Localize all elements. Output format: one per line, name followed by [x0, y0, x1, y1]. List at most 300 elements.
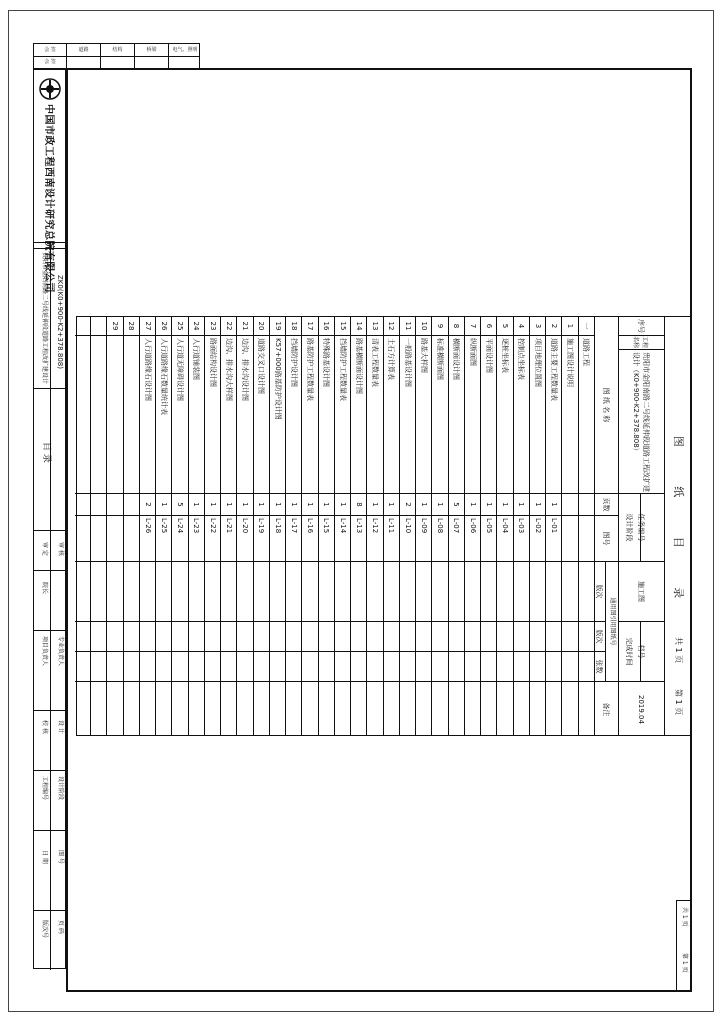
- cell-empty: [91, 561, 106, 621]
- cell-no: L-06: [465, 515, 480, 561]
- cell-seq: 26: [159, 321, 168, 331]
- cell-name: 项目地理位置图: [530, 335, 545, 493]
- drawing-list-title: 图 纸 目 录: [672, 435, 685, 617]
- label-project-lead: 项目负责人: [41, 636, 48, 667]
- cell-empty: [530, 561, 545, 621]
- cell-empty: [514, 561, 529, 621]
- cell-seq: 4: [517, 323, 526, 329]
- cell-pages: 1: [465, 493, 480, 515]
- header-finish-label: 完成时间: [619, 621, 641, 681]
- cell-name: 横断面设计图: [449, 335, 464, 493]
- cell-empty: [205, 561, 220, 621]
- cell-empty: [465, 681, 480, 737]
- table-row: [335, 317, 351, 735]
- cell-seq: 14: [354, 321, 363, 331]
- cell-empty: [91, 651, 106, 681]
- countersign-road: 道路: [67, 44, 101, 56]
- cell-pages: 1: [335, 493, 350, 515]
- cell-no: L-14: [335, 515, 350, 561]
- cell-name: 道路主要工程数量表: [546, 335, 561, 493]
- cell-empty: [108, 621, 123, 651]
- cell-seq: [75, 317, 90, 335]
- cell-empty: [270, 651, 285, 681]
- cell-name: 路基横断面设计图: [351, 335, 366, 493]
- cell-name: 人行道铺装图: [189, 335, 204, 493]
- cell-seq: 23: [208, 321, 217, 331]
- label-version: 版次号: [41, 920, 48, 939]
- cell-empty: [189, 681, 204, 737]
- cell-seq: 3: [533, 323, 542, 329]
- table-row: [433, 317, 449, 735]
- cell-empty: [75, 681, 90, 737]
- table-row: [205, 317, 221, 735]
- column-header-row: [595, 317, 619, 735]
- cell-empty: [563, 651, 578, 681]
- cell-empty: [140, 621, 155, 651]
- col-remark-header: 备注: [595, 681, 618, 737]
- countersign-electrical: 电气、照明: [172, 47, 198, 53]
- cell-empty: [286, 651, 301, 681]
- table-row: [156, 317, 172, 735]
- cell-empty: [351, 621, 366, 651]
- table-row: [189, 317, 205, 735]
- cell-empty: [173, 651, 188, 681]
- countersign-structure: 结构: [101, 44, 135, 56]
- cell-name: 人行道路缘石设计图: [140, 335, 155, 493]
- cell-no: L-26: [140, 515, 155, 561]
- cell-seq: 17: [306, 321, 315, 331]
- cell-empty: [481, 651, 496, 681]
- cell-empty: [108, 651, 123, 681]
- table-row: [465, 317, 481, 735]
- cell-empty: [416, 561, 431, 621]
- cell-empty: [205, 651, 220, 681]
- cell-empty: [400, 681, 415, 737]
- countersign-cell: [101, 56, 135, 68]
- header-archive: 档号: [619, 621, 664, 681]
- cell-name: 土石方计算表: [384, 335, 399, 493]
- cell-empty: [498, 651, 513, 681]
- cell-empty: [189, 561, 204, 621]
- cell-no: L-08: [433, 515, 448, 561]
- table-row: [514, 317, 530, 735]
- cell-empty: [156, 561, 171, 621]
- cell-no: L-05: [481, 515, 496, 561]
- countersign-cell: [67, 56, 101, 68]
- table-page-total: 共 1 页: [674, 637, 683, 664]
- cell-empty: [433, 561, 448, 621]
- cell-pages: 2: [400, 493, 415, 515]
- cell-pages: [579, 493, 594, 515]
- cell-empty: [514, 621, 529, 651]
- drawing-code: ZK0(K0+900-K2+378.808): [56, 275, 64, 369]
- cell-empty: [205, 681, 220, 737]
- cell-seq: 29: [111, 321, 120, 331]
- cell-no: [563, 515, 578, 561]
- cell-empty: [433, 621, 448, 651]
- cell-name: 道路工程: [579, 335, 594, 493]
- label-president: 院长: [41, 582, 48, 595]
- cell-empty: [400, 621, 415, 651]
- cell-name: 纵断面图: [465, 335, 480, 493]
- cell-name: 道路交叉口设计图: [254, 335, 269, 493]
- table-row: [140, 317, 156, 735]
- countersign-cell: [135, 56, 169, 68]
- cell-seq: 11: [403, 321, 412, 331]
- cell-no: L-19: [254, 515, 269, 561]
- cell-empty: [400, 651, 415, 681]
- cell-empty: [140, 561, 155, 621]
- cell-seq: 21: [241, 321, 250, 331]
- cell-empty: [546, 621, 561, 651]
- corner-page-box: [676, 900, 692, 992]
- table-row: [270, 317, 286, 735]
- cell-empty: [156, 651, 171, 681]
- label-reviewed: 审 核: [57, 542, 64, 556]
- cell-empty: [579, 651, 594, 681]
- cell-no: L-15: [319, 515, 334, 561]
- cell-empty: [368, 651, 383, 681]
- cell-seq: 8: [452, 323, 461, 329]
- table-row: [124, 317, 140, 735]
- cell-empty: [498, 681, 513, 737]
- cell-empty: [254, 681, 269, 737]
- cell-pages: [75, 493, 90, 515]
- cell-empty: [514, 651, 529, 681]
- cell-empty: [91, 681, 106, 737]
- countersign-bridge: 桥梁: [135, 44, 169, 56]
- cell-pages: 1: [270, 493, 285, 515]
- cell-seq: 一: [582, 322, 591, 330]
- header-project-label: 工程名称: [619, 335, 664, 349]
- cell-empty: [189, 621, 204, 651]
- cell-empty: [384, 681, 399, 737]
- cell-empty: [254, 561, 269, 621]
- cell-pages: 1: [384, 493, 399, 515]
- corner-total: 共 1 页: [681, 907, 688, 927]
- cell-no: [75, 515, 90, 561]
- header-finish-time: 2019.04: [619, 681, 664, 737]
- cell-no: L-09: [416, 515, 431, 561]
- cell-seq: 19: [273, 321, 282, 331]
- table-row: [530, 317, 546, 735]
- cell-pages: 1: [238, 493, 253, 515]
- cell-no: L-12: [368, 515, 383, 561]
- table-row: [108, 317, 124, 735]
- cell-name: 路面结构设计图: [205, 335, 220, 493]
- col-pages-header: 页数: [595, 493, 618, 515]
- cell-empty: [286, 561, 301, 621]
- header-design-stage: 设计阶段: [619, 493, 641, 561]
- cell-empty: [156, 681, 171, 737]
- cell-name: 一般路基设计图: [400, 335, 415, 493]
- cell-empty: [75, 621, 90, 651]
- header-project-name: 贵阳市金阳南路二号线延伸段道路工程改扩建设计（K0+900-K2+378.808）: [619, 349, 664, 493]
- cell-pages: 1: [303, 493, 318, 515]
- cell-empty: [514, 681, 529, 737]
- cell-empty: [286, 621, 301, 651]
- cell-pages: 1: [221, 493, 236, 515]
- cell-name: [124, 335, 139, 493]
- cell-seq: 25: [176, 321, 185, 331]
- cell-name: 逐桩坐标表: [498, 335, 513, 493]
- cell-name: 控制点坐标表: [514, 335, 529, 493]
- cell-empty: [481, 561, 496, 621]
- cell-empty: [351, 561, 366, 621]
- cell-empty: [238, 651, 253, 681]
- cell-seq: 12: [387, 321, 396, 331]
- cell-empty: [368, 681, 383, 737]
- cell-empty: [546, 681, 561, 737]
- table-row: [400, 317, 416, 735]
- cell-empty: [189, 651, 204, 681]
- cell-empty: [124, 681, 139, 737]
- cell-name: 路基防护工程数量表: [303, 335, 318, 493]
- col-common-header: 通用图引用图纸号: [595, 561, 618, 681]
- cell-empty: [351, 651, 366, 681]
- table-page-current: 第 1 页: [674, 689, 683, 716]
- cell-empty: [319, 651, 334, 681]
- cell-empty: [335, 651, 350, 681]
- cell-name: K57+000路基防护设计图: [270, 335, 285, 493]
- label-checked: 校 核: [41, 720, 48, 734]
- cell-no: L-01: [546, 515, 561, 561]
- cell-pages: [91, 493, 106, 515]
- cell-empty: [286, 681, 301, 737]
- cell-pages: 1: [416, 493, 431, 515]
- cell-no: L-22: [205, 515, 220, 561]
- cell-seq: 27: [143, 321, 152, 331]
- table-row: [498, 317, 514, 735]
- cell-no: L-25: [156, 515, 171, 561]
- cell-empty: [530, 621, 545, 651]
- cell-empty: [546, 561, 561, 621]
- cell-empty: [579, 681, 594, 737]
- cell-seq: 16: [322, 321, 331, 331]
- cell-pages: 8: [351, 493, 366, 515]
- cell-no: L-10: [400, 515, 415, 561]
- title-block-strip: [33, 69, 66, 969]
- cell-empty: [449, 681, 464, 737]
- cell-pages: 1: [514, 493, 529, 515]
- cell-empty: [108, 561, 123, 621]
- table-row: [286, 317, 302, 735]
- cell-pages: 1: [254, 493, 269, 515]
- cell-empty: [254, 651, 269, 681]
- cell-empty: [335, 621, 350, 651]
- cell-no: L-17: [286, 515, 301, 561]
- table-row: [481, 317, 497, 735]
- cell-name: 挡墙防护设计图: [286, 335, 301, 493]
- drawing-list-table: [76, 316, 692, 736]
- cell-empty: [465, 621, 480, 651]
- label-designed: 设 计: [57, 720, 64, 734]
- cell-empty: [498, 621, 513, 651]
- cell-pages: 1: [205, 493, 220, 515]
- cell-pages: 2: [140, 493, 155, 515]
- table-row: [254, 317, 270, 735]
- cell-empty: [238, 621, 253, 651]
- cell-no: [579, 515, 594, 561]
- cell-seq: 15: [338, 321, 347, 331]
- cell-no: L-07: [449, 515, 464, 561]
- cell-name: [108, 335, 123, 493]
- cell-seq: 1: [566, 323, 575, 329]
- cell-empty: [579, 621, 594, 651]
- cell-name: 边沟、排水沟设计图: [238, 335, 253, 493]
- cell-seq: 13: [371, 321, 380, 331]
- label-page: 页 码: [57, 920, 64, 934]
- cell-no: L-20: [238, 515, 253, 561]
- cell-empty: [579, 561, 594, 621]
- cell-seq: 2: [549, 323, 558, 329]
- cell-empty: [173, 681, 188, 737]
- countersign-label: 会 签: [34, 44, 67, 56]
- cell-no: L-16: [303, 515, 318, 561]
- cell-empty: [124, 621, 139, 651]
- cell-empty: [368, 561, 383, 621]
- cell-empty: [465, 561, 480, 621]
- cell-no: L-03: [514, 515, 529, 561]
- cell-pages: 1: [286, 493, 301, 515]
- cell-empty: [254, 621, 269, 651]
- cell-empty: [335, 681, 350, 737]
- cell-empty: [205, 621, 220, 651]
- cell-empty: [433, 651, 448, 681]
- cell-empty: [563, 621, 578, 651]
- cell-empty: [384, 561, 399, 621]
- cell-empty: [303, 621, 318, 651]
- table-row: [563, 317, 579, 735]
- cell-empty: [351, 681, 366, 737]
- cell-empty: [400, 561, 415, 621]
- cell-pages: 5: [173, 493, 188, 515]
- cell-name: 清表工程数量表: [368, 335, 383, 493]
- cell-empty: [108, 681, 123, 737]
- cell-pages: 1: [498, 493, 513, 515]
- table-row: [75, 317, 91, 735]
- cell-empty: [449, 621, 464, 651]
- cell-empty: [91, 621, 106, 651]
- cell-pages: 5: [449, 493, 464, 515]
- cell-name: 路基大样图: [416, 335, 431, 493]
- cell-no: L-18: [270, 515, 285, 561]
- cell-pages: 1: [433, 493, 448, 515]
- cell-empty: [140, 651, 155, 681]
- cell-empty: [416, 681, 431, 737]
- cell-seq: 6: [484, 323, 493, 329]
- header-stage-value: 施工图: [619, 561, 664, 621]
- cell-empty: [124, 651, 139, 681]
- company-name: 中国市政工程西南设计研究总院有限公司: [43, 104, 54, 293]
- cell-name: 人行道路缘石数量统计表: [156, 335, 171, 493]
- label-date: 日 期: [41, 850, 48, 864]
- cell-name: 边沟、排水沟大样图: [221, 335, 236, 493]
- cell-empty: [319, 561, 334, 621]
- cell-empty: [481, 681, 496, 737]
- col-version-header: 版次: [594, 561, 606, 621]
- cell-pages: 1: [319, 493, 334, 515]
- cell-empty: [546, 651, 561, 681]
- cell-no: [124, 515, 139, 561]
- cell-empty: [416, 651, 431, 681]
- col-edition-header: 张数: [594, 651, 606, 681]
- cell-seq: 10: [419, 321, 428, 331]
- cell-empty: [238, 561, 253, 621]
- cell-seq: 28: [127, 321, 136, 331]
- cell-seq: 7: [468, 323, 477, 329]
- cell-empty: [173, 561, 188, 621]
- cell-empty: [465, 651, 480, 681]
- cell-no: L-21: [221, 515, 236, 561]
- label-design-stage: 设计阶段: [57, 776, 64, 801]
- cell-empty: [449, 561, 464, 621]
- cell-seq: [91, 317, 106, 335]
- cell-empty: [173, 621, 188, 651]
- cell-name: 平面设计图: [481, 335, 496, 493]
- project-name: 贵阳市金阳南路二号线延伸段道路工程改扩建设计: [41, 252, 48, 385]
- cell-empty: [481, 621, 496, 651]
- table-row: [303, 317, 319, 735]
- cell-name: [75, 335, 90, 493]
- countersign-row-2: [34, 56, 199, 68]
- cell-pages: 1: [481, 493, 496, 515]
- header-stage-row: [619, 317, 641, 735]
- col-name-header: 图 纸 名 称: [602, 387, 611, 423]
- corner-current: 第 1 页: [681, 953, 688, 973]
- table-row: [173, 317, 189, 735]
- cell-empty: [124, 561, 139, 621]
- cell-empty: [319, 621, 334, 651]
- cell-no: L-24: [173, 515, 188, 561]
- cell-name: 挡墙防护工程数量表: [335, 335, 350, 493]
- table-row: [449, 317, 465, 735]
- cell-empty: [498, 561, 513, 621]
- header-seq: 序号: [637, 319, 646, 333]
- cell-no: L-13: [351, 515, 366, 561]
- cell-empty: [563, 681, 578, 737]
- cell-pages: 1: [530, 493, 545, 515]
- table-row: [221, 317, 237, 735]
- cell-empty: [416, 621, 431, 651]
- cell-seq: 18: [289, 321, 298, 331]
- cell-seq: 5: [501, 323, 510, 329]
- label-approved: 审 定: [41, 542, 48, 556]
- cell-empty: [221, 561, 236, 621]
- cell-seq: 22: [224, 321, 233, 331]
- label-drawing-no: 图 号: [57, 850, 64, 864]
- cell-empty: [433, 681, 448, 737]
- cell-pages: 1: [156, 493, 171, 515]
- cell-empty: [530, 681, 545, 737]
- cell-seq: 20: [257, 321, 266, 331]
- label-discipline-lead: 专业负责人: [57, 636, 64, 667]
- header-task-no: 任务编号: [619, 493, 664, 561]
- cell-empty: [221, 681, 236, 737]
- countersign-cell: [169, 56, 201, 68]
- countersign-label-2: 会 签: [34, 56, 67, 68]
- cell-empty: [335, 561, 350, 621]
- table-row: [91, 317, 107, 735]
- cell-pages: [108, 493, 123, 515]
- table-row: [319, 317, 335, 735]
- company-logo-icon: [39, 78, 61, 100]
- cell-empty: [238, 681, 253, 737]
- cell-empty: [221, 651, 236, 681]
- col-version-header-2: 版次: [594, 621, 606, 651]
- cell-empty: [384, 651, 399, 681]
- cell-empty: [449, 651, 464, 681]
